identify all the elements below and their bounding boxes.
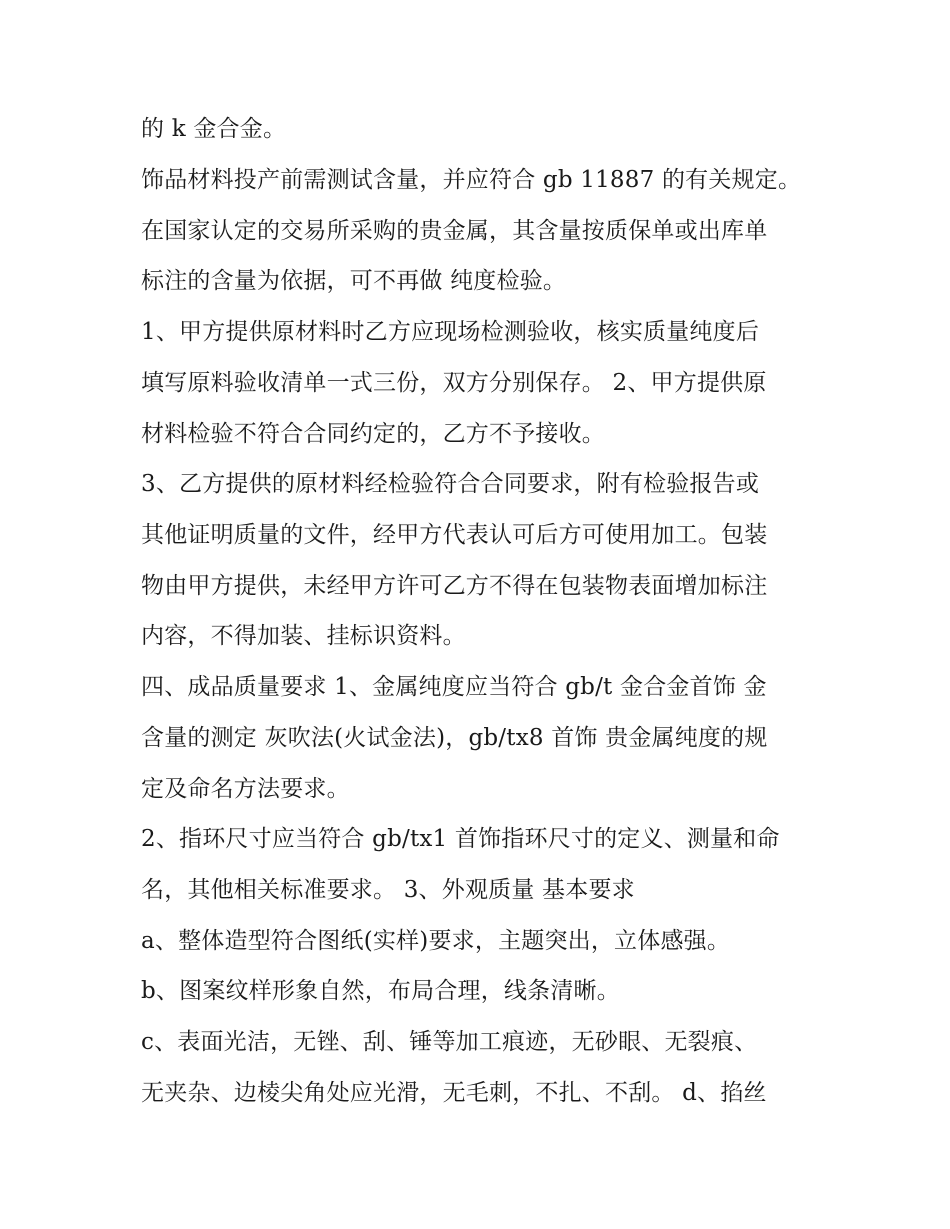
text-line: 2、指环尺寸应当符合 gb/tx1 首饰指环尺寸的定义、测量和命 bbox=[141, 826, 780, 852]
text-line: 四、成品质量要求 1、金属纯度应当符合 gb/t 金合金首饰 金 bbox=[141, 674, 767, 700]
text-line: 1、甲方提供原材料时乙方应现场检测验收，核实质量纯度后 bbox=[141, 319, 760, 345]
text-line: a、整体造型符合图纸(实样)要求，主题突出，立体感强。 bbox=[141, 928, 731, 954]
text-line: 其他证明质量的文件，经甲方代表认可后方可使用加工。包装 bbox=[141, 522, 768, 548]
text-line: 定及命名方法要求。 bbox=[141, 776, 350, 802]
text-line: 3、乙方提供的原材料经检验符合合同要求，附有检验报告或 bbox=[141, 471, 760, 497]
text-line: 标注的含量为依据，可不再做 纯度检验。 bbox=[141, 268, 567, 294]
text-line: 材料检验不符合合同约定的，乙方不予接收。 bbox=[141, 421, 605, 447]
text-line: 无夹杂、边棱尖角处应光滑，无毛刺，不扎、不刮。 d、掐丝 bbox=[141, 1080, 767, 1106]
text-line: 内容，不得加装、挂标识资料。 bbox=[141, 623, 466, 649]
text-line: 物由甲方提供，未经甲方许可乙方不得在包装物表面增加标注 bbox=[141, 573, 768, 599]
text-line: 填写原料验收清单一式三份，双方分别保存。 2、甲方提供原 bbox=[141, 370, 767, 396]
text-line: 在国家认定的交易所采购的贵金属，其含量按质保单或出库单 bbox=[141, 218, 768, 244]
text-line: b、图案纹样形象自然，布局合理，线条清晰。 bbox=[141, 978, 620, 1004]
text-line: 饰品材料投产前需测试含量，并应符合 gb 11887 的有关规定。 bbox=[141, 167, 802, 193]
text-line: 的 k 金合金。 bbox=[141, 116, 287, 142]
text-line: 名，其他相关标准要求。 3、外观质量 基本要求 bbox=[141, 877, 635, 903]
text-line: 含量的测定 灰吹法(火试金法)，gb/tx8 首饰 贵金属纯度的规 bbox=[141, 725, 768, 751]
text-line: c、表面光洁，无锉、刮、锤等加工痕迹，无砂眼、无裂痕、 bbox=[141, 1029, 758, 1055]
